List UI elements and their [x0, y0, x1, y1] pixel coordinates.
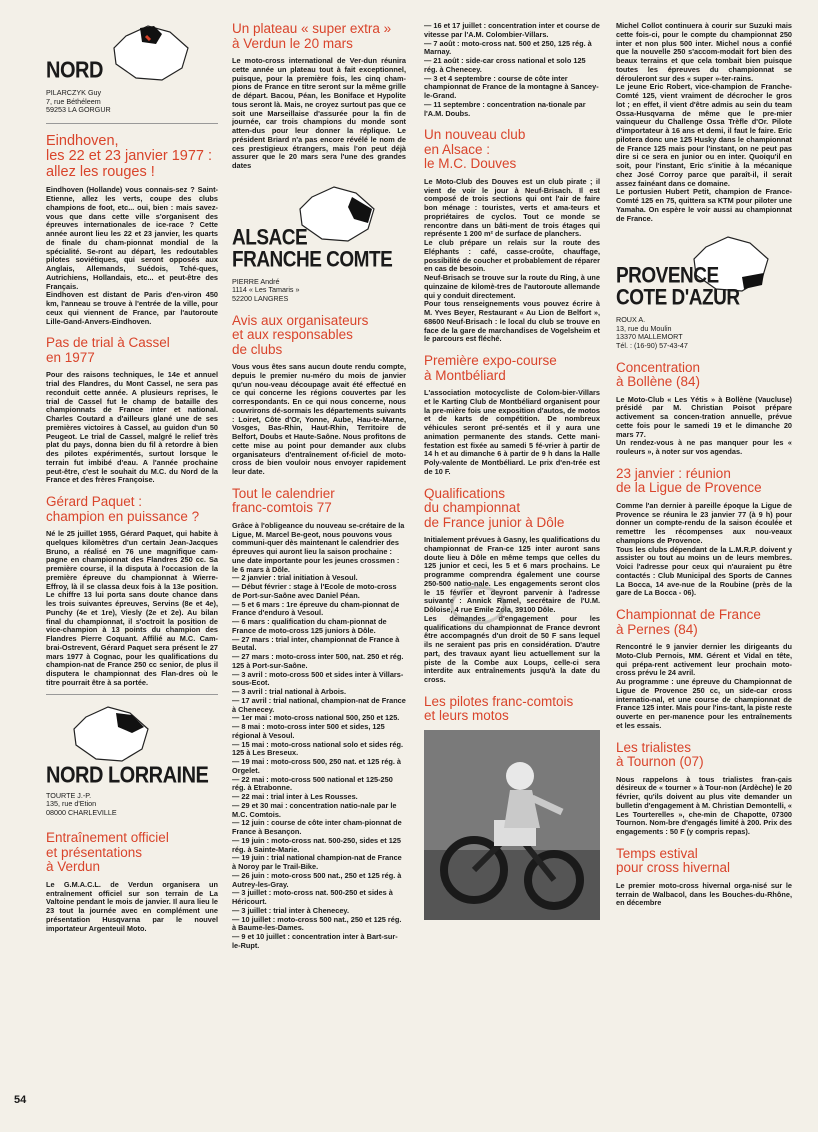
- region-nord-lorraine: [46, 703, 218, 818]
- article-title: 23 janvier : réunion de la Ligue de Provence: [616, 465, 762, 496]
- motocross-photo: [424, 730, 600, 920]
- article-title: Eindhoven, les 22 et 23 janvier 1977 : allez les rouges !: [46, 132, 213, 180]
- article-title: Première expo-course à Montbéliard: [424, 353, 557, 383]
- article-title: Tout le calendrier franc-comtois 77: [232, 485, 335, 516]
- article-title: Un plateau « super extra » à Verdun le 20 mars: [232, 22, 392, 51]
- article-title: Un nouveau club en Alsace : le M.C. Douves: [424, 127, 526, 172]
- region-name: NORD: [46, 57, 103, 83]
- article-body: Le G.M.A.C.L. de Verdun organisera un entraînement officiel sur son terrain de La Valtoine pendant le mois de janvier. Il aura lieu le 23 tout la journée avec en complément une présentation Husqvarna par le nouvel importateur Argenteuil Moto.: [46, 879, 218, 933]
- article-title: Qualifications du championnat de France junior à Dôle: [424, 485, 565, 530]
- region-alsace-franche-comte: [232, 183, 406, 304]
- correspondent-contact: PILARCZYK Guy 7, rue Béthéleem 59253 LA GORGUR: [46, 88, 111, 115]
- article-body: Le Moto-Club « Les Yétis » à Bollène (Vaucluse) présidé par M. Christian Poisot prépare activement sa concen-tration annuelle, prévue cette fois pour le samedi 19 et le dimanche 20 mars 77. Un rendez-vous à ne pas manquer pour les « rouleurs », à noter sur vos agendas.: [616, 394, 792, 457]
- nord-lorraine-map-icon: [66, 703, 156, 765]
- correspondent-contact: PIERRE André 1114 « Les Tamaris » 52200 LANGRES: [232, 276, 300, 303]
- article-title: Pas de trial à Cassel en 1977: [46, 335, 170, 365]
- article-title: Temps estival pour cross hivernal: [616, 845, 731, 876]
- article-body: Nous rappelons à tous trialistes fran-çais désireux de « tourner » à Tour-non (Ardèche) le 20 février, qu'ils doivent au plus vite demander un bulletin d'engagement à M. Christian Demontelli, « Les Tourterelles », che-min de Chapotte, 07300 Tournon. Nom-bre d'engagés limité à 200. Prix des engagements : 50 F (y compris repas).: [616, 774, 792, 837]
- article-body: Eindhoven (Hollande) vous connais-sez ? Saint-Etienne, allez les verts, coupe des clubs champions de foot, etc... oui, bien : mais savez-vous que dans cette ville s'organisent des épreuves internationales de ice-race ? Cette année auront lieu les 22 et 23 janvier, les quarts de finale du cham-pionnat mondial de la spécialité. Se-ront au départ, les redoutables pilotes soviétiques, qui seront opposés aux Anglais, Allemands, Suédois, Tché-ques, Autrichiens, Hollandais, etc... et peut-être des Français. Eindhoven est distant de Paris d'en-viron 450 km, l'anneau se trouve à l'entrée de la ville, pour ceux qui viennent de France, par l'autoroute Lille-Gand-Anvers-Eindhoven.: [46, 185, 218, 326]
- article-title: Les trialistes à Tournon (07): [616, 739, 704, 770]
- article-body: Initialement prévues à Gasny, les qualifications du championnat de Fran-ce 125 inter auront sans doute lieu à Dôle en même temps que celles du 125 junior et ceci, les 5 et 6 mars prochains. Le programme comprendra également une course 250-500 natio-nale. Les engagements seront clos le 15 février et devront parvenir à l'adresse suivante : Annick Ramel, secrétaire de l'U.M. Dôloise, 4 rue Emile Zola, 39100 Dôle. Les demandes d'engagement pour les qualifications du championnat de France devront être accompagnés d'un droit de 50 F sans lequel ils ne seraient pas pris en considération. D'autre part, des travaux ayant lieu actuellement sur la piste de la Combe aux Loups, celle-ci sera interdite aux entraînements jusqu'à la date du cross.: [424, 535, 600, 684]
- article-body: L'association motocycliste de Colom-bier-Villars et le Karting Club de Montbéliard organisent pour la pre-mière fois une exposition d'autos, de motos et de karts de compétition. De nombreux véhicules seront pré-sentés et il y aura une animation permanente des stands. Cette mani-festation est fixée au samedi 5 fé-vrier à partir de 14 h et au dimanche 6 à partir de 9 h dans la Halle Poly-valente de Montbéliard. Le prix d'en-trée est de 10 F.: [424, 388, 600, 476]
- article-title: Les pilotes franc-comtois et leurs motos: [424, 693, 574, 724]
- column-3: [424, 22, 600, 1112]
- article-body: Le moto-cross international de Ver-dun réunira cette année un plateau tout à fait exceptionnel, puisque, pour la première fois, les cinq cham-pions de France en titre seront sur la même grille de départ. Bacou, Péan, les Boniface et Hypolite tous seront là. Mais, ne croyez surtout pas que ce soit une Marseillaise d'assurée pour la fin de journée, car trois champions du monde sont atten-dus pour leur donner la réplique. Le président Briard n'a pas encore révélé le nom de ces prestigieux étrangers, mais l'on peut déjà assurer que le 20 mars sera l'une des grandes dates: [232, 56, 406, 170]
- divider: [46, 694, 218, 695]
- page-number: 54: [14, 1094, 27, 1106]
- article-continuation: Michel Collot continuera à courir sur Suzuki mais cette fois-ci, pour le compte du championnat 250 inter et non plus 500 inter. Michel nous a confié que la nouvelle 250 s'accom-modait fort bien des beaux terrains et que cela tombait bien puisque toutes les épreuves du championnat se dérouleront sur des « super »-ter-rains. Le jeune Eric Robert, vice-champion de Franche-Comté 125, vient vraiment de décrocher le gros lot ; en effet, il vient d'être admis au sein du team Ossa-Husqvarna de même que le pre-mier vainqueur du Challenge Ossa Trèfle d'Or. Pilote d'importateur à 16 ans et demi, il faut le faire. Eric pilotera donc une 125 Husky dans le championnat de France 125 mais pour l'instant, on ne peut pas dire si ce sera en junior ou en inter. Quoiqu'il en soit, pour l'instant, Eric s'initie à la mécanique chez José Corroy parce que paraît-il, il serait assez fainéant dans ce domaine. Le portusien Hubert Petit, champion de France-Comté 125 en 75, quittera sa KTM pour piloter une Yamaha. On espère le voir aussi au championnat de France.: [616, 22, 792, 223]
- divider: [46, 123, 218, 124]
- region-name: FRANCHE COMTE: [232, 247, 393, 272]
- article-body: Né le 25 juillet 1955, Gérard Paquet, qui habite à quelques kilomètres d'un certain Jean-Jacques Bruno, a réalisé en 76 une magnifique cam-pagne en championnat des Flandres 250 cc. Sa première course, il la disputa à l'occasion de la première épreuve du championnat à Wierre-Effroy, là il se classa deux fois à la 13e position. Le chiffre 13 lui porta sans doute chance dans les trois suivantes épreuves, Servins (8e et 4e), Punchy (4e et 1re), Viesly (2e et 2e). Au bilan final du championnat, il s'octroit la position de vice-champion à 13 points du champion des Flandres Pierre Coquant. Affilié au M.C. Cam-brai-Ostrevent, Gérard Paquet sera présent le 27 mars 1977 à Cognac, pour les qualifications du champion-nat de France 250 cc senior, de plus il disputera le championnat des Flan-dres où le titre pourrait être à sa portée.: [46, 529, 218, 687]
- article-title: Avis aux organisateurs et aux responsables de clubs: [232, 312, 369, 357]
- region-provence-cote-azur: [616, 233, 792, 350]
- calendar-continuation: — 16 et 17 juillet : concentration inter et course de vitesse par l'A.M. Colombier-Villars. — 7 août : moto-cross nat. 500 et 250, 125 rég. à Marnay. — 21 août : side-car cross national et solo 125 rég. à Chenecey. — 3 et 4 septembre : course de côte inter championnat de France de la montagne à Sancey-le-Grand. — 11 septembre : concentration na-tionale par l'A.M. Doubs.: [424, 22, 600, 118]
- stamp-watermark-icon: [448, 583, 508, 627]
- region-name: ALSACE: [232, 225, 308, 250]
- article-body: Grâce à l'obligeance du nouveau se-crétaire de la Ligue, M. Marcel Be-geot, nous pouvons vous communi-quer dès maintenant le calendrier des épreuves qui auront lieu la saison prochaine : une date importante pour les jeunes crossmen : le 6 mars à Dôle. — 2 janvier : trial initiation à Vesoul. — Début février : stage à l'Ecole de moto-cross de Port-sur-Saône avec Daniel Péan. — 5 et 6 mars : 1re épreuve du cham-pionnat de France d'enduro à Vesoul. — 6 mars : qualification du cham-pionnat de France de moto-cross 125 juniors à Dôle. — 27 mars : trial inter, championnat de France à Beutal. — 27 mars : moto-cross inter 500, nat. 250 et rég. 125 à Port-sur-Saône. — 3 avril : moto-cross 500 et sides inter à Villars-sous-Ecot. — 3 avril : trial national à Arbois. — 17 avril : trial national, champion-nat de France à Chenecey. — 1er mai : moto-cross national 500, 250 et 125. — 8 mai : moto-cross inter 500 et sides, 125 régional à Vesoul. — 15 mai : moto-cross national solo et sides rég. 125 à Les Breseux. — 19 mai : moto-cross 500, 250 nat. et 125 rég. à Orgelet. — 22 mai : moto-cross 500 national et 125-250 rég. à Etrabonne. — 22 mai : trial inter à Les Rousses. — 29 et 30 mai : concentration natio-nale par le M.C. Comtois. — 12 juin : course de côte inter cham-pionnat de France à Besançon. — 19 juin : moto-cross nat. 500-250, sides et 125 rég. à Sainte-Marie. — 19 juin : trial national champion-nat de France à Noroy par le Trail-Bike. — 26 juin : moto-cross 500 nat., 250 et 125 rég. à Autrey-les-Gray. — 3 juillet : moto-cross nat. 500-250 et sides à Héricourt. — 3 juillet : trial inter à Chenecey. — 10 juillet : moto-cross 500 nat., 250 et 125 rég. à Baume-les-Dames. — 9 et 10 juillet : concentration inter à Bart-sur-le-Rupt.: [232, 520, 406, 950]
- correspondent-contact: TOURTE J.-P. 135, rue d'Etion 08000 CHARLEVILLE: [46, 790, 117, 817]
- article-title: Gérard Paquet : champion en puissance ?: [46, 494, 200, 524]
- column-4: [616, 22, 792, 1112]
- region-name: NORD LORRAINE: [46, 762, 209, 788]
- motocross-rider-image: [424, 730, 600, 920]
- article-title: Concentration à Bollène (84): [616, 359, 701, 390]
- region-nord: [46, 22, 218, 115]
- article-body: Pour des raisons techniques, le 14e et annuel trial des Flandres, du Mont Cassel, ne sera pas reconduit cette année. A plusieurs reprises, le trial de Cassel fut le champ de bataille des championnats de France inter et national. Charles Coutard a d'ailleurs glané une de ses premières victoires à Cassel, au guidon d'un 50 Peugeot. Le trial de Cassel, malgré le relief très plat du pays, donna bien du fil à retordre à bien des pilotes expérimentés, surtout lorsque le terrain fut imbibé d'eau. A l'année prochaine peut-être, c'est le souhait du M.C. du Nord de la France et des frères Françoise.: [46, 370, 218, 485]
- article-title: Entraînement officiel et présentations à Verdun: [46, 830, 169, 875]
- correspondent-contact: ROUX A. 13, rue du Moulin 13370 MALLEMORT Tél. : (16-90) 57-43-47: [616, 315, 688, 351]
- article-body: Rencontré le 9 janvier dernier les dirigeants du Moto-Club Pernois, MM. Gérent et Vidal en tête, qui prépa-rent activement leur prochain moto-cross prévu le 24 avril. Au programme : une épreuve du Championnat de Ligue de Provence 250 cc, un side-car cross internatio-nal, et une course de championnat de France 125 inter. Mais pour l'ins-tant, la piste reste ouverte en per-manence pour les entraînements et les essais.: [616, 642, 792, 730]
- column-1: [46, 22, 218, 1112]
- region-name: PROVENCE: [616, 264, 719, 289]
- article-body: Le premier moto-cross hivernal orga-nisé sur le terrain de Walbacol, dans les Bouches-du-Rhône, en décembre: [616, 880, 792, 908]
- region-name: COTE D'AZUR: [616, 286, 740, 311]
- article-body: Comme l'an dernier à pareille époque la Ligue de Provence se réunira le 23 janvier 77 (à 9 h) pour donner un compte-rendu de la saison écoulée et remettre les récompenses aux nou-veaux champions de Provence. Tous les clubs dépendant de la L.M.R.P. doivent y assister ou tout au moins un de leurs membres. Voici l'adresse pour ceux qui n'auraient pu être contactés : Club Municipal des Sports de Cannes La Bocca, 14 ave-nue de la Roubine (près de la gare de La Bocca - 06).: [616, 500, 792, 598]
- article-title: Championnat de France à Pernes (84): [616, 607, 761, 637]
- article-body: Le Moto-Club des Douves est un club pirate ; il vient de voir le jour à Neuf-Brisach. Il est composé de trois sections qui ont l'air de faire bon ménage : touristes, verts et ama-teurs et propriétaires de cyclos. Tout ce monde se rencontre dans un bâti-ment de trois étages qui représente 1 200 m² de surface de planchers. Le club prépare un relais sur la route des Eléphants : café, casse-croûte, chauffage, possibilité de coucher et probablement de réparer en cas de besoin. Neuf-Brisach se trouve sur la route du Ring, à une quinzaine de kilomè-tres de l'autoroute allemande qui y conduit directement. Pour tous renseignements vous pouvez écrire à M. Yves Beyer, Restaurant « Au Lion de Belfort », 68600 Neuf-Brisach : le local du club se trouve en face de la gare de marchandises de Vogelsheim et le parcours est fléché.: [424, 176, 600, 344]
- article-body: Vous vous êtes sans aucun doute rendu compte, depuis le premier nu-méro du mois de janvier qu'un nou-veau découpage avait été effectué en ce qui concerne les régions couvertes par les correspondants. En ce qui nous concerne, nous couvrirons dé-sormais les départements suivants : Loiret, Côte d'Or, Yonne, Aube, Hau-te-Marne, Vosges, Bas-Rhin, Haut-Rhin, Territoire de Belfort, Doubs et Haute-Saône. Nous profitons de cette mise au point pour demander aux clubs organisateurs d'entraînement of-ficiel de moto-cross de bien vouloir nous envoyer rapidement leur date.: [232, 362, 406, 477]
- column-2: [232, 22, 406, 1112]
